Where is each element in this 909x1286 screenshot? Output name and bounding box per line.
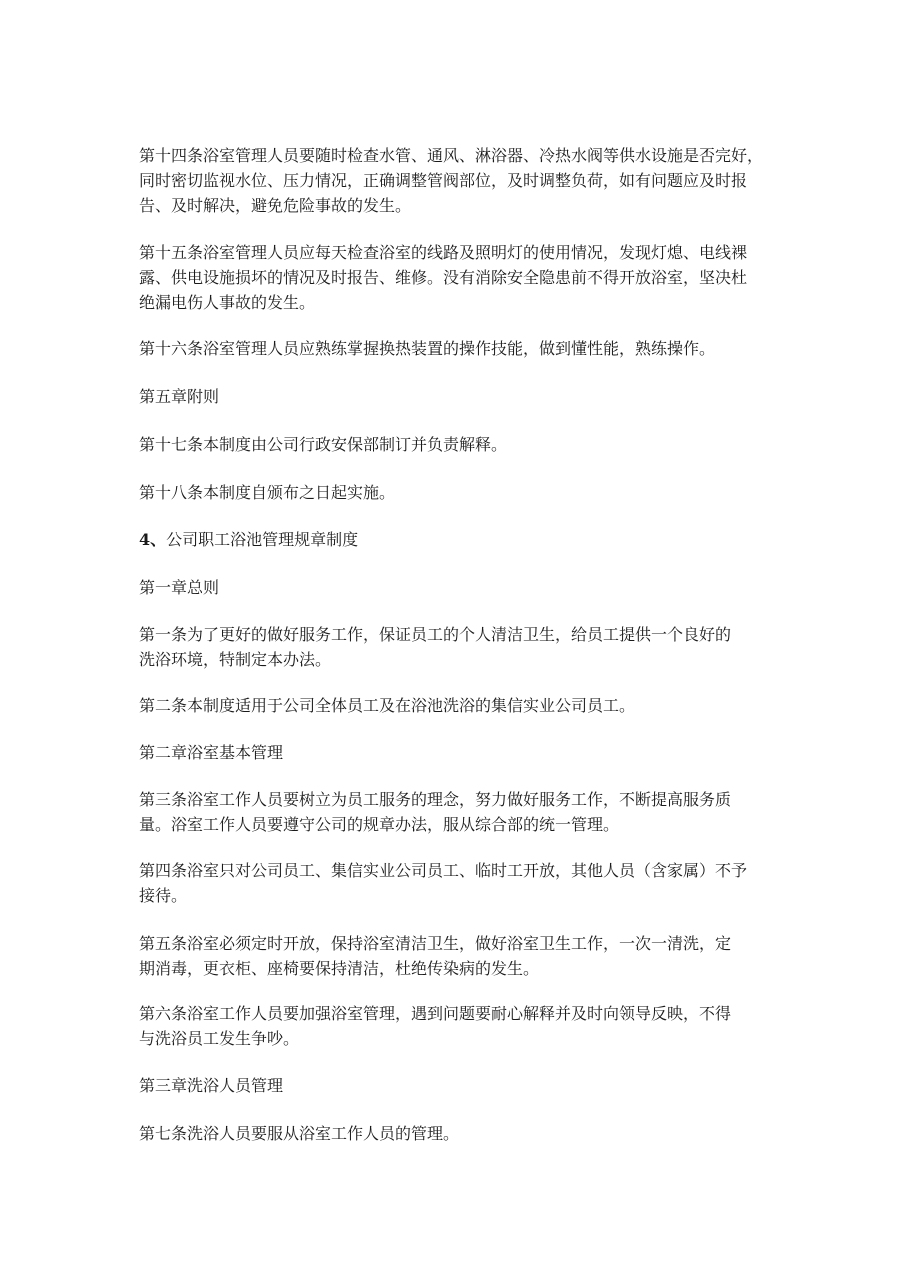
text-line: 第六条浴室工作人员要加强浴室管理，遇到问题要耐心解释并及时向领导反映，不得 [139,1004,732,1023]
text-line: 第十八条本制度自颁布之日起实施。 [139,483,396,502]
article-6-paragraph [139,1001,779,1051]
article-3-paragraph [139,787,779,837]
article-15-paragraph [139,240,779,315]
text-line: 告、及时解决，避免危险事故的发生。 [139,196,412,215]
text-line: 第三条浴室工作人员要树立为员工服务的理念，努力做好服务工作，不断提高服务质 [139,790,732,809]
text-line: 第十四条浴室管理人员要随时检查水管、通风、淋浴器、冷热水阀等供水设施是否完好， [139,146,764,165]
text-line: 第十五条浴室管理人员应每天检查浴室的线路及照明灯的使用情况，发现灯熄、电线裸 [139,243,748,262]
text-line: 洗浴环境，特制定本办法。 [139,650,332,669]
chapter-2-heading [139,740,779,765]
text-line: 与洗浴员工发生争吵。 [139,1029,300,1048]
section-4-heading [139,527,779,552]
text-line: 同时密切监视水位、压力情况，正确调整管阀部位，及时调整负荷，如有问题应及时报 [139,171,748,190]
chapter-1-heading [139,575,779,600]
text-line: 第一条为了更好的做好服务工作，保证员工的个人清洁卫生，给员工提供一个良好的 [139,625,732,644]
article-16-paragraph [139,336,779,361]
text-line [139,527,779,552]
article-14-paragraph [139,143,779,218]
text-line: 第二章浴室基本管理 [139,743,284,762]
text-line: 期消毒，更衣柜、座椅要保持清洁，杜绝传染病的发生。 [139,959,540,978]
article-2-paragraph [139,693,779,718]
text-line: 第五条浴室必须定时开放，保持浴室清洁卫生，做好浴室卫生工作，一次一清洗，定 [139,934,732,953]
article-1-paragraph [139,622,779,672]
text-line: 第十六条浴室管理人员应熟练掌握换热装置的操作技能，做到懂性能，熟练操作。 [139,339,716,358]
article-4-paragraph [139,858,779,908]
text-line: 绝漏电伤人事故的发生。 [139,293,316,312]
chapter-5-heading [139,384,779,409]
text-line: 量。浴室工作人员要遵守公司的规章办法，服从综合部的统一管理。 [139,815,620,834]
text-line: 第二条本制度适用于公司全体员工及在浴池洗浴的集信实业公司员工。 [139,696,636,715]
article-7-paragraph [139,1121,779,1146]
article-5-paragraph [139,931,779,981]
article-17-paragraph [139,432,779,457]
section-number: 4、 [139,530,167,549]
text-line: 露、供电设施损坏的情况及时报告、维修。没有消除安全隐患前不得开放浴室，坚决杜 [139,268,748,287]
text-line: 第一章总则 [139,578,220,597]
text-line: 第三章洗浴人员管理 [139,1076,284,1095]
article-18-paragraph [139,480,779,505]
text-line: 第五章附则 [139,387,220,406]
text-line: 接待。 [139,886,188,905]
text-line: 第十七条本制度由公司行政安保部制订并负责解释。 [139,435,508,454]
section-title: 公司职工浴池管理规章制度 [166,530,359,549]
text-line: 第七条洗浴人员要服从浴室工作人员的管理。 [139,1124,460,1143]
chapter-3-heading [139,1073,779,1098]
text-line: 第四条浴室只对公司员工、集信实业公司员工、临时工开放，其他人员（含家属）不予 [139,861,748,880]
